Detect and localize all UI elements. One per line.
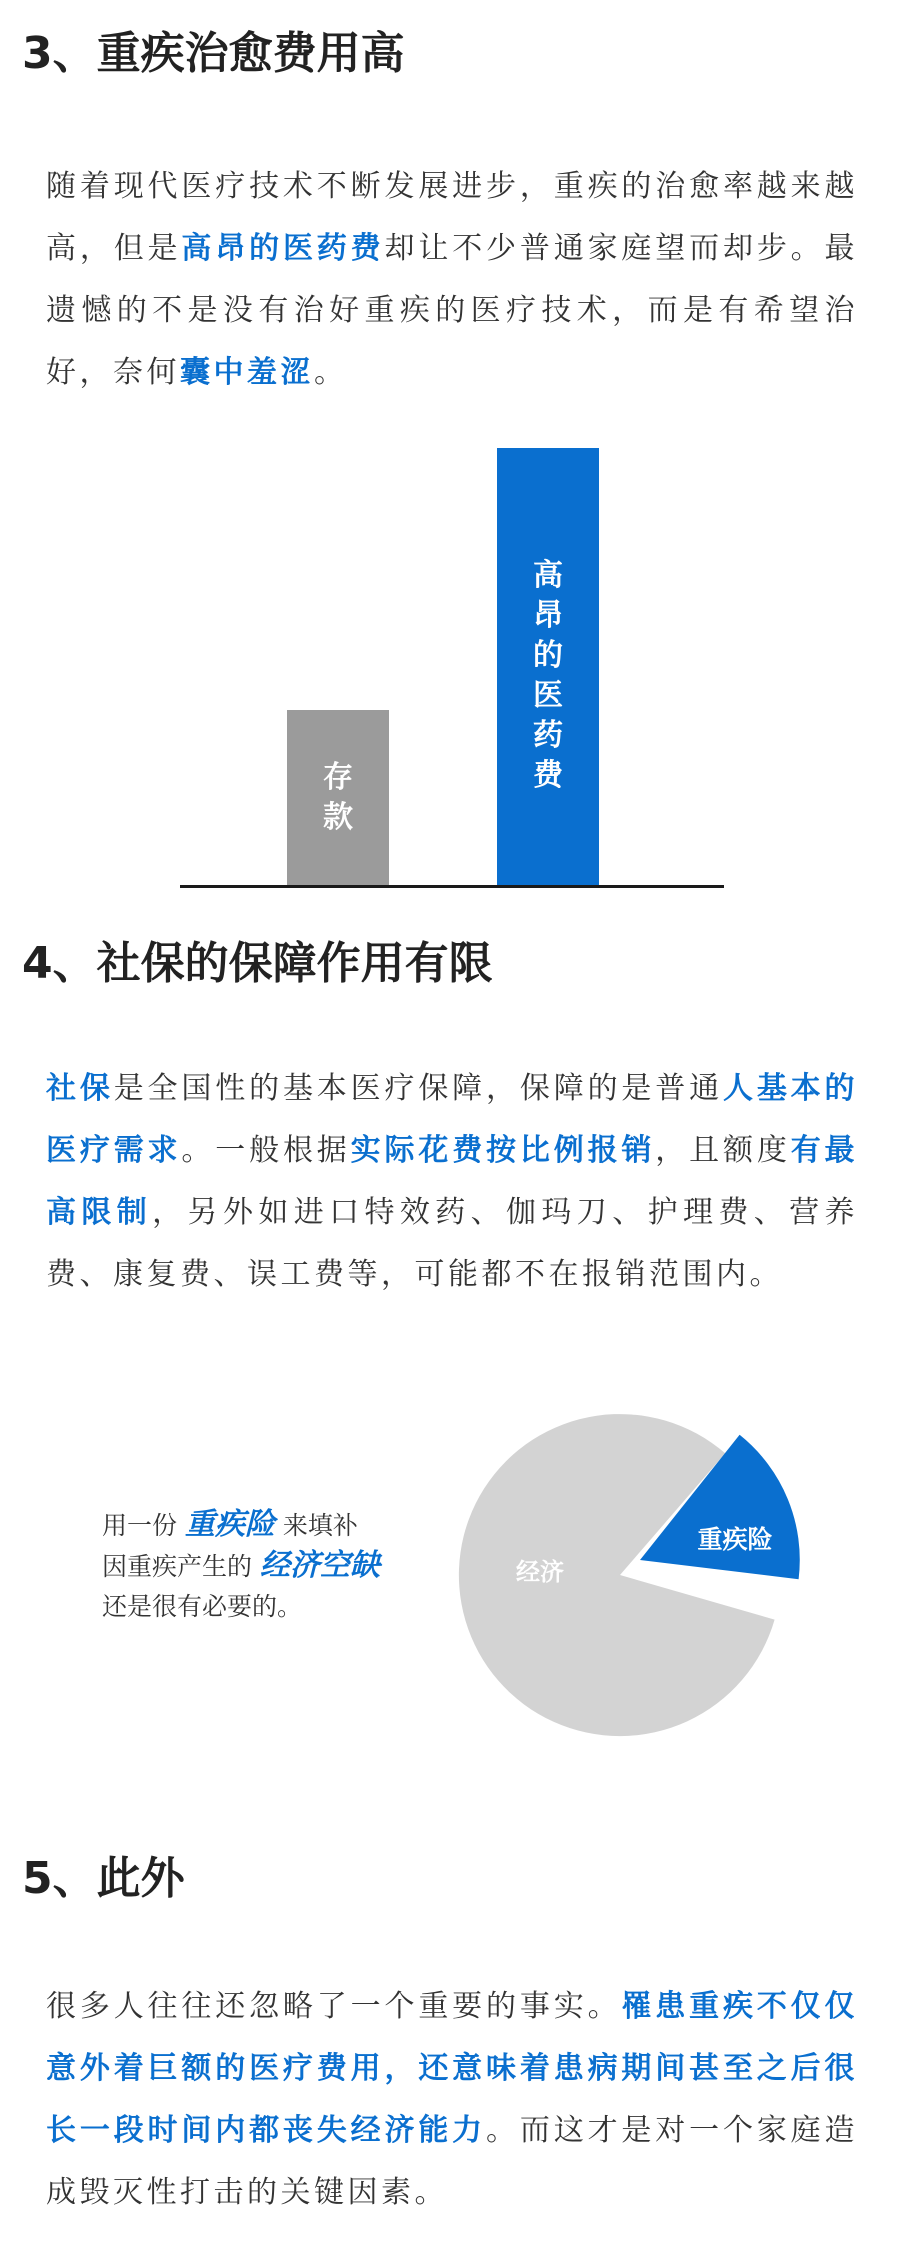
pie-chart — [455, 1400, 835, 1750]
body-text: 却让不少普通家庭望而却步。最遗憾的不是没有治好重疾的医疗技术，而是有希望治好，奈何 — [46, 231, 859, 390]
highlight-text: 有最高限制 — [46, 1133, 859, 1230]
section-3-paragraph — [46, 156, 858, 404]
pie-label-critical-illness: 重疾险 — [697, 1525, 773, 1554]
bar-label-char: 药 — [533, 718, 563, 753]
chart-baseline — [180, 885, 724, 888]
section-4-paragraph — [46, 1058, 858, 1306]
highlight-text: 实际花费按比例报销 — [350, 1133, 656, 1168]
caption-line-3: 还是很有必要的。 — [102, 1592, 303, 1621]
section-4-heading: 4、社保的保障作用有限 — [22, 938, 493, 989]
section-5-paragraph — [46, 1976, 858, 2224]
bar-medical-costs — [497, 448, 599, 885]
bar-label-char: 款 — [323, 799, 353, 835]
bar-label-char: 昂 — [533, 598, 563, 633]
caption-line-2: 因重疾产生的 经济空缺 — [102, 1548, 380, 1583]
section-3-heading: 3、重疾治愈费用高 — [22, 28, 405, 79]
bar-label-char: 的 — [533, 638, 563, 673]
highlight-text: 罹患重疾不仅仅意外着巨额的医疗费用，还意味着患病期间甚至之后很长一段时间内都丧失经济能力 — [46, 1989, 859, 2148]
body-text: 随着现代医疗技术不断发展进步，重疾的治愈率越来越高，但是 — [46, 169, 858, 266]
bar-savings — [287, 710, 389, 885]
highlight-text: 社保 — [46, 1071, 114, 1106]
body-text: ，且额度 — [655, 1133, 791, 1168]
pie-caption — [102, 1505, 380, 1627]
body-text: 。而这才是对一个家庭造成毁灭性打击的关键因素。 — [46, 2113, 859, 2210]
section-5-heading: 5、此外 — [22, 1853, 185, 1904]
body-text: 是全国性的基本医疗保障，保障的是普通 — [113, 1071, 723, 1106]
body-text: 很多人往往还忽略了一个重要的事实。 — [46, 1989, 622, 2024]
highlight-text: 人基本的医疗需求 — [46, 1071, 859, 1168]
bar-label-char: 存 — [323, 759, 353, 795]
caption-line-1: 用一份 重疾险 来填补 — [102, 1507, 358, 1542]
bar-label-char: 医 — [533, 678, 563, 713]
highlight-text: 高昂的医药费 — [181, 231, 385, 266]
body-text: 。 — [314, 355, 348, 390]
pie-label-economy: 经济 — [516, 1558, 564, 1586]
body-text: 。一般根据 — [181, 1133, 351, 1168]
highlight-text: 囊中羞涩 — [180, 355, 314, 390]
bar-label-char: 高 — [533, 558, 563, 593]
body-text: ，另外如进口特效药、伽玛刀、护理费、营养费、康复费、误工费等，可能都不在报销范围内。 — [46, 1195, 859, 1292]
bar-label-char: 费 — [533, 758, 563, 793]
